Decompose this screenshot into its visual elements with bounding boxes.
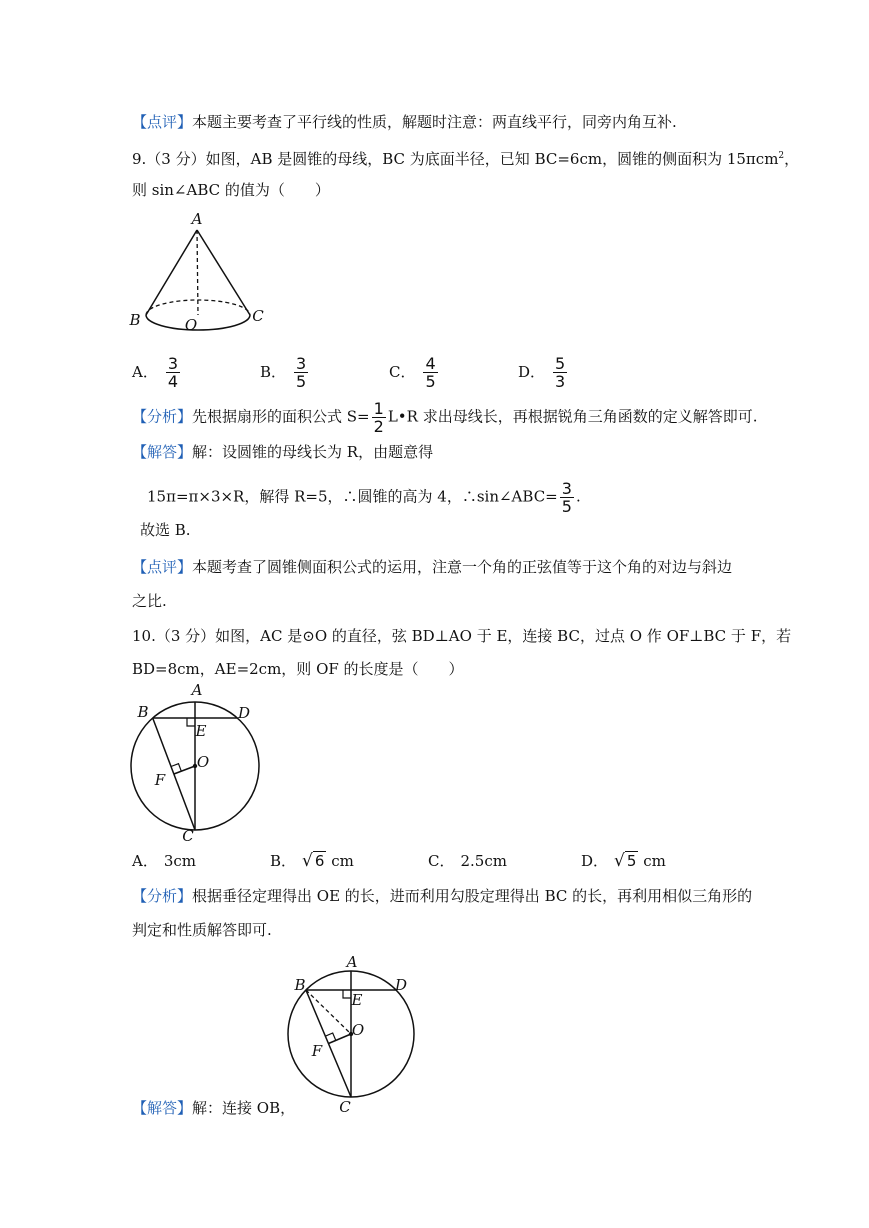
q9-stem-superscript: 2 <box>778 151 785 161</box>
segment-of <box>174 766 195 774</box>
option-letter: D． <box>518 362 546 381</box>
option-fraction <box>166 355 180 390</box>
right-angle-mark-e <box>343 990 351 998</box>
review-text: 本题考查了圆锥侧面积公式的运用，注意一个角的正弦值等于这个角的对边与斜边 <box>192 558 733 576</box>
analysis-tag: 【分析】 <box>132 407 193 426</box>
option-value: 3cm <box>163 852 197 870</box>
q9-stem-text: 9.（3 分）如图，AB 是圆锥的母线，BC 为底面半径，已知 BC=6cm，圆锥的侧面积为 15πcm <box>132 150 779 168</box>
numerator: 5 <box>555 354 566 373</box>
option-letter: A． <box>132 852 158 870</box>
q9-solution-line3: 故选 B. <box>140 521 191 539</box>
q9-solution-line1 <box>132 442 433 462</box>
cone-base-front-arc <box>146 315 250 330</box>
label-D: D <box>237 704 251 722</box>
q10-option-a <box>132 851 196 871</box>
option-unit: cm <box>326 852 354 870</box>
option-fraction <box>423 355 437 390</box>
numerator: 1 <box>373 399 384 418</box>
q9-option-d <box>518 355 569 390</box>
label-E: E <box>351 991 363 1009</box>
segment-ob-dashed <box>306 990 351 1034</box>
solution-fraction <box>560 480 574 515</box>
denominator: 4 <box>167 372 179 391</box>
radical-sign: √ <box>614 851 625 871</box>
q9-option-c <box>389 355 440 390</box>
option-letter: C． <box>428 852 455 870</box>
q9-analysis <box>132 400 757 435</box>
analysis-tag: 【分析】 <box>132 887 193 905</box>
analysis-text-after: L•R 求出母线长，再根据锐角三角函数的定义解答即可. <box>387 407 758 426</box>
label-O: O <box>196 753 210 771</box>
option-letter: B． <box>260 362 287 381</box>
numerator: 3 <box>167 354 179 373</box>
label-A: A <box>191 681 203 699</box>
q10-solution-figure <box>280 952 430 1120</box>
analysis-text: 根据垂径定理得出 OE 的长，进而利用勾股定理得出 BC 的长，再利用相似三角形的 <box>192 887 753 905</box>
radicand: 6 <box>314 852 325 870</box>
q10-solution <box>132 1098 295 1118</box>
solution-text: 解：设圆锥的母线长为 R，由题意得 <box>192 443 434 461</box>
q9-stem-line1 <box>132 146 799 169</box>
q9-cone-figure <box>125 210 275 345</box>
option-letter: B． <box>270 852 297 870</box>
review-text: 本题主要考查了平行线的性质，解题时注意：两直线平行，同旁内角互补. <box>192 113 677 131</box>
segment-of <box>329 1034 352 1044</box>
solution-tag: 【解答】 <box>132 443 193 461</box>
option-unit: cm <box>638 852 666 870</box>
label-B: B <box>129 311 141 329</box>
numerator: 3 <box>296 354 307 373</box>
q10-analysis-line2: 判定和性质解答即可. <box>132 921 272 939</box>
q8-review <box>132 112 677 132</box>
label-A: A <box>346 953 358 971</box>
label-C: C <box>252 307 264 325</box>
label-F: F <box>154 771 166 789</box>
denominator: 5 <box>425 372 436 391</box>
cone-side-right <box>197 230 250 315</box>
numerator: 3 <box>561 479 572 498</box>
label-O: O <box>351 1021 365 1039</box>
solution-period: . <box>575 487 581 506</box>
solution-equation: 15π=π×3×R，解得 R=5，∴圆锥的高为 4，∴sin∠ABC= <box>147 487 558 506</box>
radical-sign: √ <box>302 851 313 871</box>
q9-option-b <box>260 355 310 390</box>
analysis-fraction <box>372 400 386 435</box>
q10-option-d <box>581 851 666 871</box>
q9-review-line2: 之比. <box>132 592 167 610</box>
cone-height-dashed <box>197 230 198 315</box>
q10-option-c <box>428 851 507 871</box>
label-B: B <box>137 703 149 721</box>
q10-stem-line2: BD=8cm，AE=2cm，则 OF 的长度是（ ） <box>132 660 464 678</box>
right-angle-mark-e <box>187 718 195 726</box>
denominator: 2 <box>373 417 384 436</box>
q10-stem-line1: 10.（3 分）如图，AC 是⊙O 的直径，弦 BD⊥AO 于 E，连接 BC，过点 O 作 OF⊥BC 于 F，若 <box>132 627 792 645</box>
denominator: 5 <box>296 372 307 391</box>
q10-analysis-line1 <box>132 886 752 906</box>
q10-option-b <box>270 851 354 871</box>
numerator: 4 <box>425 354 436 373</box>
option-letter: D． <box>581 852 609 870</box>
label-C: C <box>182 827 194 845</box>
option-value: 2.5cm <box>460 852 507 870</box>
denominator: 3 <box>555 372 566 391</box>
review-tag: 【点评】 <box>132 113 193 131</box>
label-O: O <box>184 316 198 334</box>
option-fraction <box>553 355 567 390</box>
label-B: B <box>294 976 306 994</box>
review-tag: 【点评】 <box>132 558 193 576</box>
q10-circle-figure <box>125 683 275 848</box>
denominator: 5 <box>561 497 572 516</box>
label-F: F <box>311 1042 323 1060</box>
label-C: C <box>339 1098 351 1116</box>
label-E: E <box>195 722 207 740</box>
solution-tag: 【解答】 <box>132 1099 193 1117</box>
q9-stem-line2: 则 sin∠ABC 的值为（ ） <box>132 181 330 199</box>
q9-review-line1 <box>132 557 732 577</box>
q9-option-a <box>132 355 182 390</box>
label-A: A <box>191 210 203 228</box>
solution-text: 解：连接 OB， <box>192 1099 296 1117</box>
analysis-text-before: 先根据扇形的面积公式 S= <box>192 407 370 426</box>
radicand: 5 <box>626 852 637 870</box>
option-letter: C． <box>389 362 416 381</box>
q9-solution-line2 <box>147 480 581 515</box>
option-fraction <box>294 355 308 390</box>
q9-stem-end: ， <box>784 150 800 168</box>
label-D: D <box>394 976 408 994</box>
option-letter: A． <box>132 362 158 381</box>
